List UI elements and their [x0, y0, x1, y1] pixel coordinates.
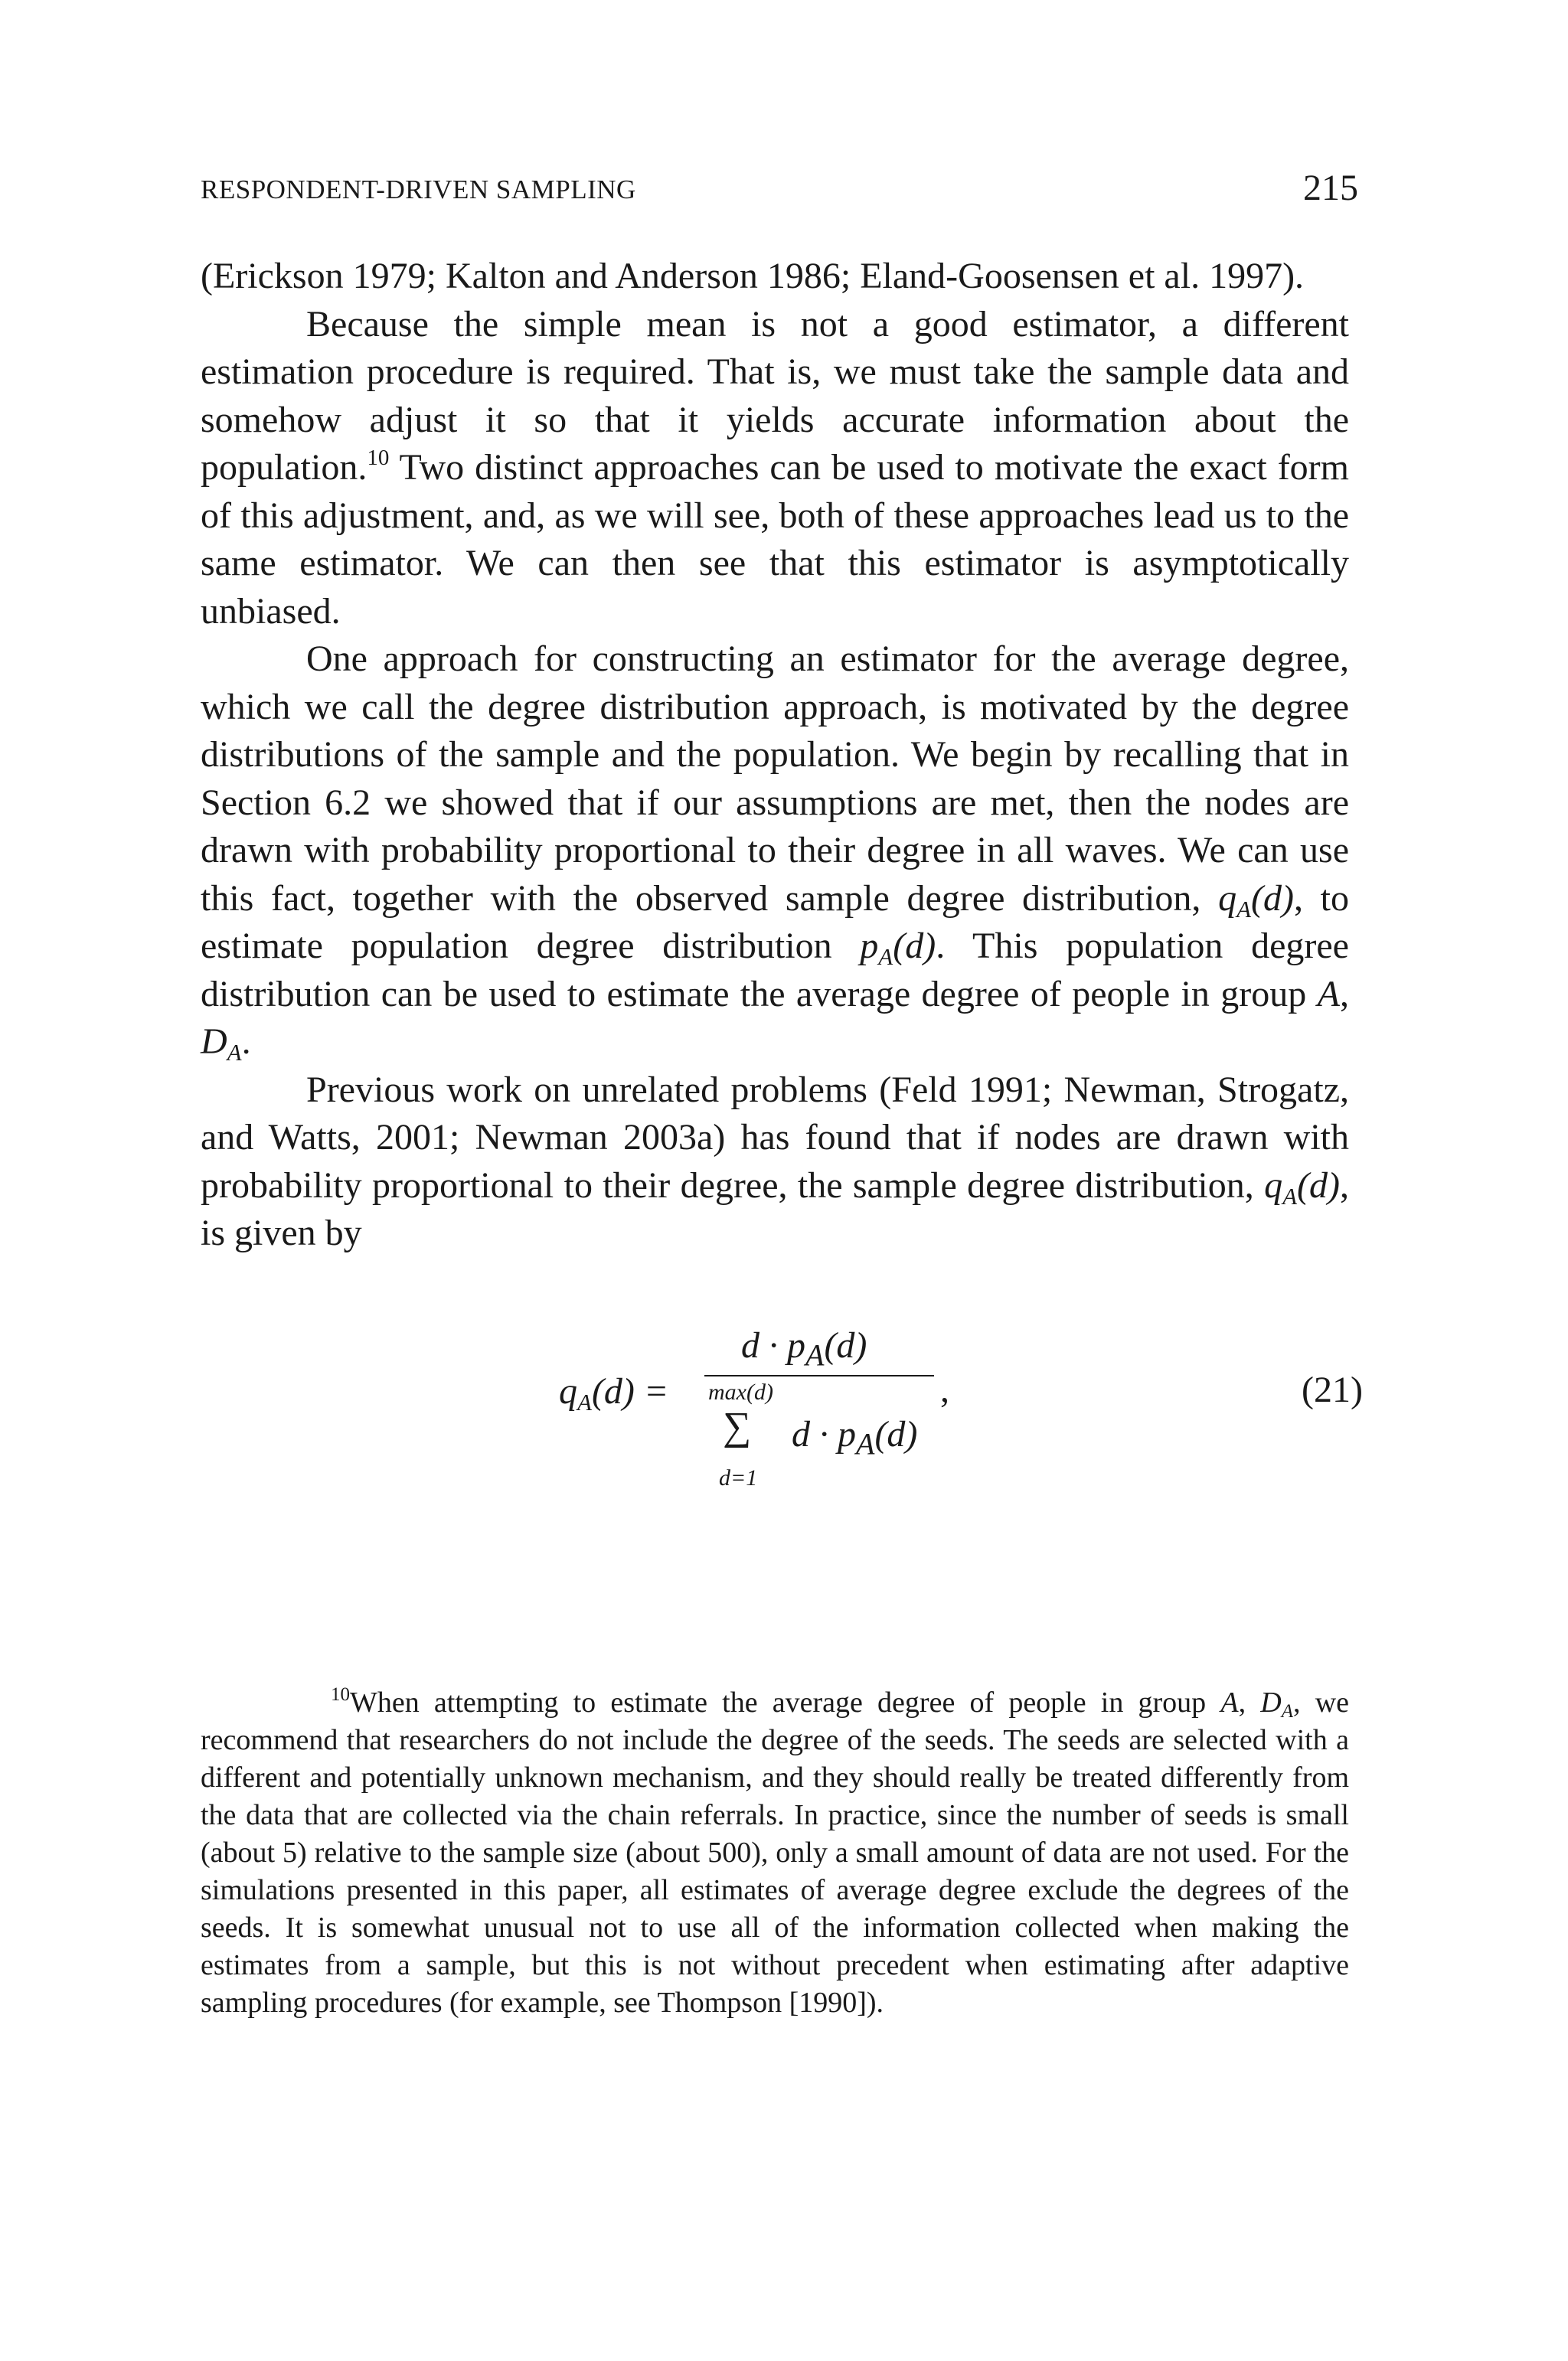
summation-sign: ∑ — [723, 1405, 752, 1448]
math-q-a-d-2: $q_A(d)$ — [1264, 1164, 1340, 1210]
math-q-a-d: $q_A(d)$ — [1218, 877, 1294, 923]
page-number: 215 — [1303, 168, 1358, 208]
equation-numerator: $d \cdot p_A(d)$ — [741, 1325, 867, 1373]
paragraph-4-text-b: , is given by — [201, 1164, 1349, 1253]
footnote-math-d-a: $D_A$ — [1260, 1687, 1294, 1722]
paragraph-2-text-a: Because the simple mean is not a good estimator, a different estimation procedure is required. That is, we must take the sample data and somehow adjust it so that it yields accurate information about the population. — [201, 303, 1349, 488]
paragraph-2 — [201, 301, 1349, 636]
footnote-text-a: When attempting to estimate the average degree of people in group — [350, 1687, 1221, 1719]
math-p-a-d: $p_A(d)$ — [860, 926, 936, 970]
paragraph-3-text-a: One approach for constructing an estimator for the average degree, which we call the degree distribution approach, is motivated by the degree distributions of the sample and the population. We begin by recalling that in Section 6.2 we showed that if our assumptions are met, then the nodes are drawn with probability proportional to their degree in all waves. We can use this fact, together with the observed sample degree distribution, — [201, 638, 1349, 919]
equation-comma: , — [940, 1370, 949, 1410]
equation-denominator: $d \cdot p_A(d)$ — [792, 1414, 918, 1461]
footnote-reference[interactable]: 10 — [367, 446, 390, 470]
footnote-10: $^{10}$When attempting to estimate the average degree of people in group A, $D_A$, we recommend that researchers do not include the degree of the seeds. The seeds are selected with a different and potentially unknown mechanism, and they should really be treated differently from the data that are collected via the chain referrals. In practice, since the number of seeds is small (about 5) relative to the sample size (about 500), only a small amount of data are not used. For the simulations presented in this paper, all estimates of average degree exclude the degrees of the seeds. It is somewhat unusual not to use all of the information collected when making the estimates from a sample, but this is not without precedent when estimating after adaptive sampling procedures (for example, see Thompson [1990]). — [201, 1684, 1350, 2019]
sum-upper-limit: max(d) — [708, 1380, 773, 1405]
sum-lower-limit: d=1 — [719, 1465, 758, 1491]
paragraph-3: One approach for constructing an estimator for the average degree, which we call the degree distribution approach, is motivated by the degree distributions of the sample and the population. We begin by recalling that in Section 6.2 we showed that if our assumptions are met, then the nodes are drawn with probability proportional to their degree in all waves. We can use this fact, together with the observed sample degree distribution, $q_A(d)$, to estimate population degree distribution $p_A(d)$. This population degree distribution can be used to estimate the average degree of people in group A, $D_A$. — [201, 638, 1349, 1066]
paragraph-2-text-b: Two distinct approaches can be used to motivate the exact form of this adjustment, and, as we will see, both of these approaches lead us to the same estimator. We can then see that this estimator is asymptotically unbiased. — [201, 447, 1349, 632]
equation-lhs: $q_A(d)$ = — [559, 1371, 669, 1416]
paragraph-3-text-b: , to estimate population degree distribution — [201, 877, 1349, 966]
math-group-a: A — [1317, 973, 1340, 1014]
paragraph-1: (Erickson 1979; Kalton and Anderson 1986; Eland-Goosensen et al. 1997). — [201, 256, 1305, 296]
fraction-bar — [704, 1375, 934, 1376]
equation-21 — [536, 1324, 1363, 1523]
paragraph-3-text-c: . This population degree distribution can be used to estimate the average degree of people in group — [201, 926, 1349, 1014]
paragraph-4 — [201, 1066, 1349, 1258]
running-head: RESPONDENT-DRIVEN SAMPLING — [201, 175, 636, 204]
footnote-marker: 10 — [331, 1684, 350, 1705]
math-d-a: $D_A$ — [201, 1021, 242, 1066]
footnote-text-b: , we recommend that researchers do not include the degree of the seeds. The seeds are selected with a different and potentially unknown mechanism, and they should really be treated differently from the data that are collected via the chain referrals. In practice, since the number of seeds is small (about 5) relative to the sample size (about 500), only a small amount of data are not used. For the simulations presented in this paper, all estimates of average degree exclude the degrees of the seeds. It is somewhat unusual not to use all of the information collected when making the estimates from a sample, but this is not without precedent when estimating after adaptive sampling procedures (for example, see Thompson [1990]). — [201, 1687, 1350, 2019]
main-text — [201, 253, 1349, 1258]
equation-number: (21) — [1302, 1370, 1363, 1410]
paragraph-4-text-a: Previous work on unrelated problems (Feld 1991; Newman, Strogatz, and Watts, 2001; Newman 2003a) has found that if nodes are drawn with probability proportional to their degree, the sample degree distribution, — [201, 1069, 1349, 1206]
